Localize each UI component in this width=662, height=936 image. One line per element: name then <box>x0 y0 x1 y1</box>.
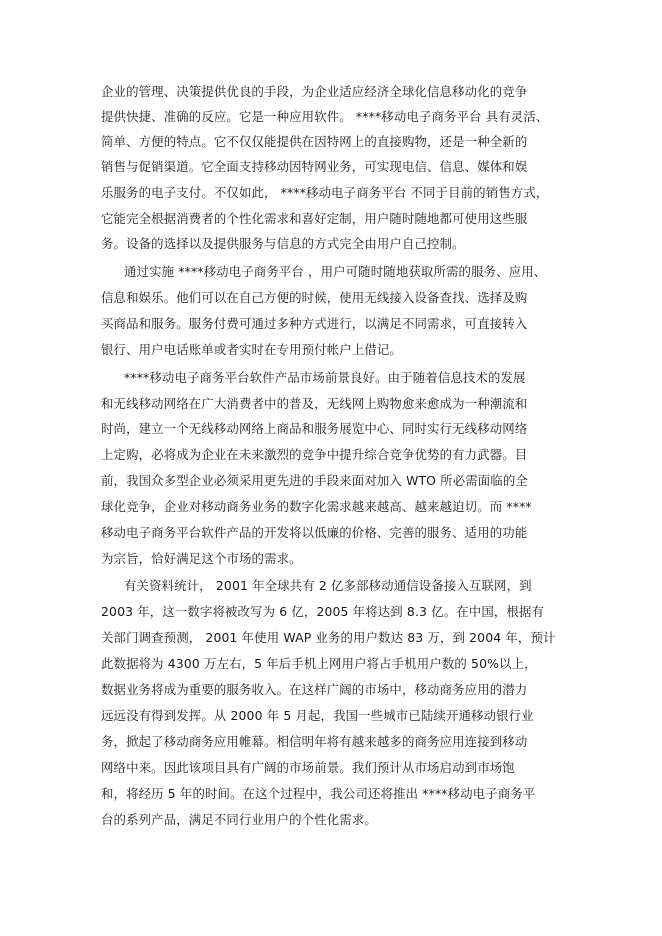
text-line: 数据业务将成为重要的服务收入。在这样广阔的市场中，移动商务应用的潜力 <box>101 682 528 697</box>
text-line: 上定购，必将成为企业在未来激烈的竞争中提升综合竞争优势的有力武器。目 <box>101 447 528 462</box>
text-line: 通过实施 ****移动电子商务平台 ，用户可随时随地获取所需的服务、应用、 <box>124 264 547 279</box>
text-line: 此数据将为 4300 万左右，5 年后手机上网用户将占手机用户数的 50%以上， <box>101 656 537 671</box>
text-line: 关部门调查预测， 2001 年使用 WAP 业务的用户数达 83 万，到 2004 年，预计 <box>101 630 556 645</box>
text-line: 信息和娱乐。他们可以在自己方便的时候，使用无线接入设备查找、选择及购 <box>101 290 528 305</box>
text-line: 2003 年，这一数字将被改写为 6 亿，2005 年将达到 8.3 亿。在中国，根据有 <box>101 604 545 619</box>
text-line: 和无线移动网络在广大消费者中的普及，无线网上购物愈来愈成为一种潮流和 <box>101 396 528 411</box>
text-line: 提供快捷、准确的反应。它是一种应用软件。 ****移动电子商务平台 具有灵活、 <box>101 109 549 124</box>
text-line: 为宗旨，恰好满足这个市场的需求。 <box>101 551 302 566</box>
text-line: 务。设备的选择以及提供服务与信息的方式完全由用户自己控制。 <box>101 236 465 251</box>
text-line: 时尚，建立一个无线移动网络上商品和服务展览中心、同时实行无线移动网络 <box>101 421 528 436</box>
text-line: 移动电子商务平台软件产品的开发将以低廉的价格、完善的服务、适用的功能 <box>101 525 528 540</box>
text-line: 前，我国众多型企业必须采用更先进的手段来面对加入 WTO 所必需面临的全 <box>101 473 528 488</box>
text-line: 买商品和服务。服务付费可通过多种方式进行，以满足不同需求，可直接转入 <box>101 316 528 331</box>
text-line: 它能完全根据消费者的个性化需求和喜好定制，用户随时随地都可使用这些服 <box>101 211 528 226</box>
text-line: 企业的管理、决策提供优良的手段，为企业适应经济全球化信息移动化的竞争 <box>101 84 528 99</box>
text-line: 远远没有得到发挥。从 2000 年 5 月起，我国一些城市已陆续开通移动银行业 <box>101 708 534 723</box>
text-line: 台的系列产品，满足不同行业用户的个性化需求。 <box>101 812 377 827</box>
text-line: 银行、用户电话账单或者实时在专用预付帐户上借记。 <box>101 342 402 357</box>
text-line: ****移动电子商务平台软件产品市场前景良好。由于随着信息技术的发展 <box>124 370 526 385</box>
text-line: 网络中来。因此该项目具有广阔的市场前景。我们预计从市场启动到市场饱 <box>101 760 515 775</box>
text-line: 球化竞争，企业对移动商务业务的数字化需求越来越高、越来越迫切。而 **** <box>101 499 532 514</box>
text-line: 和，将经历 5 年的时间。在这个过程中，我公司还将推出 ****移动电子商务平 <box>101 786 536 801</box>
text-line: 简单、方便的特点。它不仅仅能提供在因特网上的直接购物，还是一种全新的 <box>101 134 528 149</box>
text-line: 务，掀起了移动商务应用帷幕。相信明年将有越来越多的商务应用连接到移动 <box>101 734 528 749</box>
text-line: 有关资料统计， 2001 年全球共有 2 亿多部移动通信设备接入互联网，到 <box>124 578 532 593</box>
text-line: 乐服务的电子支付。不仅如此， ****移动电子商务平台 不同于目前的销售方式， <box>101 185 549 200</box>
text-line: 销售与促销渠道。它全面支持移动因特网业务，可实现电信、信息、媒体和娱 <box>101 159 528 174</box>
